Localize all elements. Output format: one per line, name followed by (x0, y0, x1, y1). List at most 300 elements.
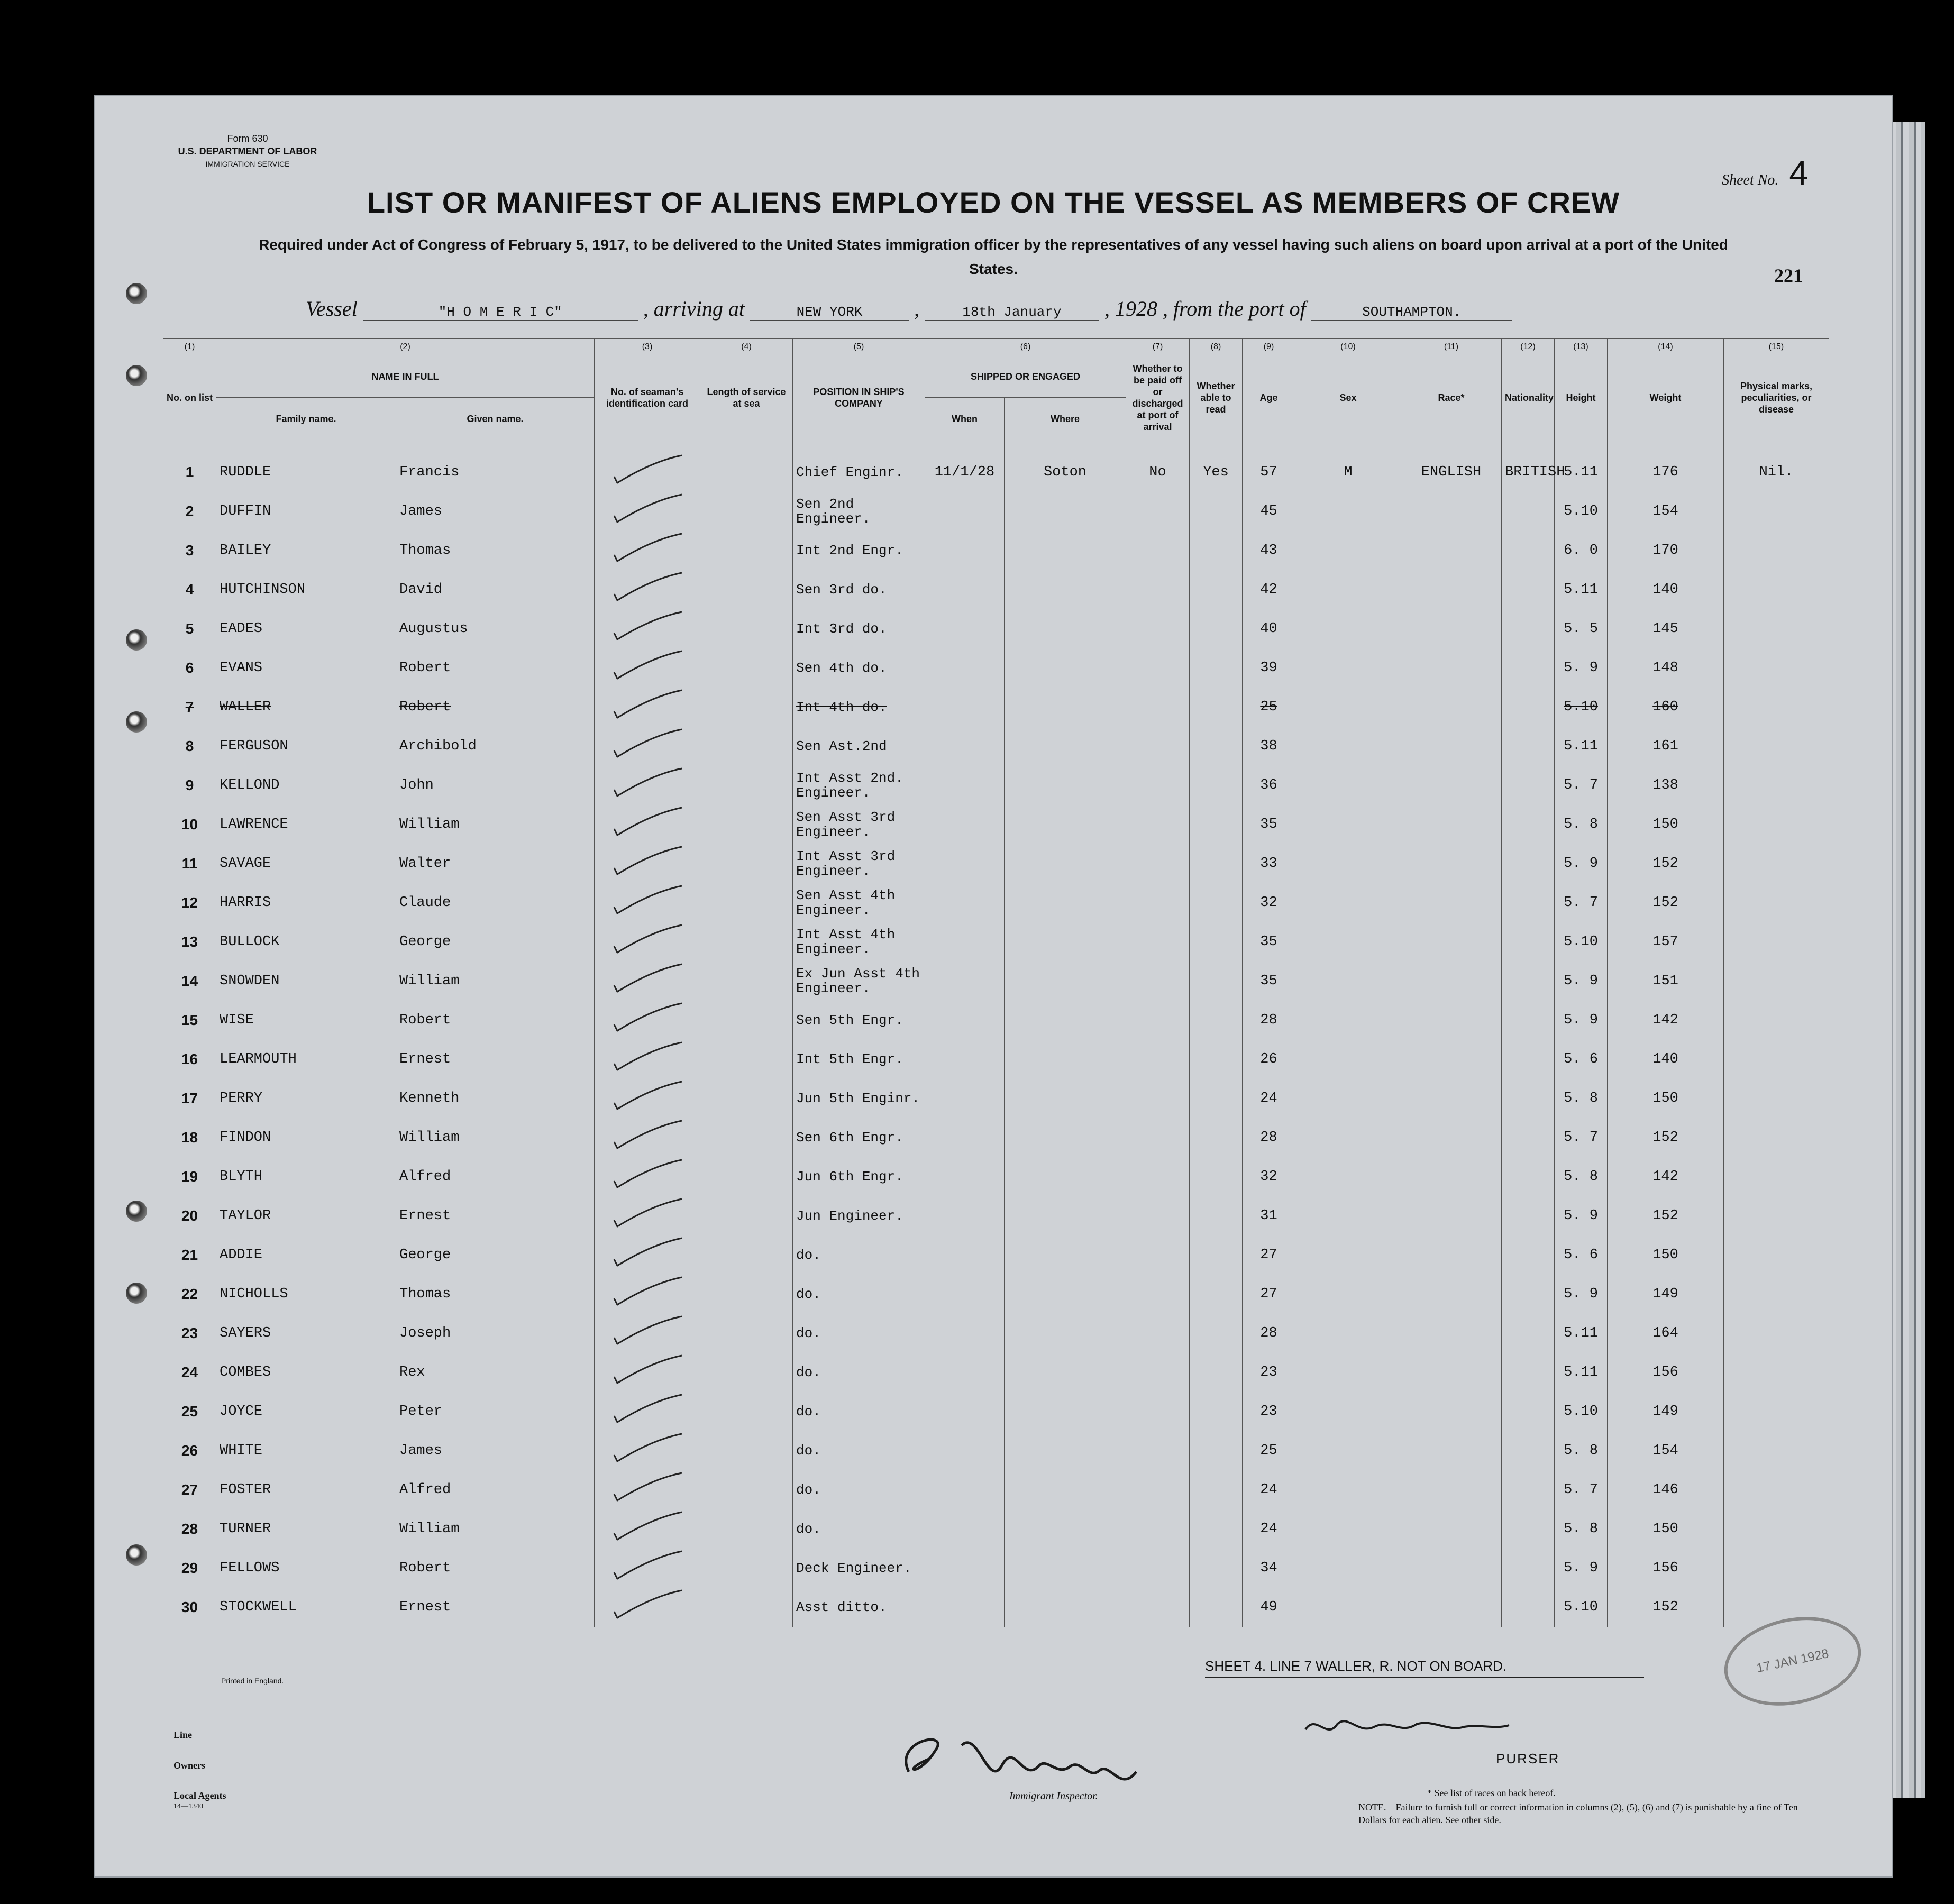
nationality (1502, 531, 1555, 570)
age: 26 (1243, 1040, 1295, 1079)
row-number: 6 (163, 648, 216, 688)
nationality (1502, 1235, 1555, 1275)
age: 24 (1243, 1470, 1295, 1509)
shipped-when: 11/1/28 (925, 440, 1005, 492)
shipped-where (1005, 1196, 1126, 1235)
table-row (163, 844, 1829, 883)
shipped-where (1005, 962, 1126, 1001)
height: 5.11 (1555, 1314, 1608, 1353)
race (1401, 883, 1502, 922)
row-number: 17 (163, 1079, 216, 1118)
length-of-service (700, 1549, 793, 1588)
position: do. (793, 1470, 925, 1509)
id-card-tick (595, 1001, 700, 1040)
col-num-9: (9) (1243, 339, 1295, 355)
age: 49 (1243, 1588, 1295, 1627)
id-card-tick (595, 688, 700, 727)
given-name: Joseph (396, 1314, 595, 1353)
physical-marks (1724, 766, 1829, 805)
shipped-when (925, 1470, 1005, 1509)
id-card-tick (595, 805, 700, 844)
check-mark-icon (608, 1275, 687, 1309)
able-to-read (1190, 805, 1243, 844)
family-name: BAILEY (216, 531, 396, 570)
header-row-1 (163, 355, 1829, 398)
weight: 138 (1608, 766, 1724, 805)
sex (1295, 1275, 1401, 1314)
id-card-tick (595, 883, 700, 922)
age: 33 (1243, 844, 1295, 883)
printed-note: Printed in England. (221, 1677, 284, 1685)
family-name: FELLOWS (216, 1549, 396, 1588)
paid-off (1126, 531, 1190, 570)
shipped-where: Soton (1005, 440, 1126, 492)
not-on-board-note: SHEET 4. LINE 7 WALLER, R. NOT ON BOARD. (1205, 1658, 1644, 1678)
able-to-read (1190, 1001, 1243, 1040)
shipped-where (1005, 1392, 1126, 1431)
row-number: 8 (163, 727, 216, 766)
length-of-service (700, 1431, 793, 1470)
row-number: 19 (163, 1157, 216, 1196)
table-row (163, 1392, 1829, 1431)
able-to-read (1190, 1040, 1243, 1079)
family-name: FERGUSON (216, 727, 396, 766)
given-name: Ernest (396, 1588, 595, 1627)
paid-off (1126, 805, 1190, 844)
nationality (1502, 962, 1555, 1001)
page-title: LIST OR MANIFEST OF ALIENS EMPLOYED ON THE VESSEL AS MEMBERS OF CREW (367, 186, 1620, 219)
race (1401, 1040, 1502, 1079)
check-mark-icon (608, 1353, 687, 1387)
height: 5. 9 (1555, 844, 1608, 883)
sex (1295, 1196, 1401, 1235)
col-num-12: (12) (1502, 339, 1555, 355)
id-card-tick (595, 1314, 700, 1353)
paid-off (1126, 766, 1190, 805)
race (1401, 688, 1502, 727)
age: 45 (1243, 492, 1295, 531)
id-card-tick (595, 570, 700, 609)
nationality (1502, 1509, 1555, 1549)
age: 36 (1243, 766, 1295, 805)
department-name: U.S. DEPARTMENT OF LABOR (178, 146, 317, 157)
shipped-when (925, 1235, 1005, 1275)
length-of-service (700, 1235, 793, 1275)
sex (1295, 1235, 1401, 1275)
able-to-read (1190, 531, 1243, 570)
id-card-tick (595, 531, 700, 570)
given-name: George (396, 1235, 595, 1275)
shipped-where (1005, 1431, 1126, 1470)
col-num-14: (14) (1608, 339, 1724, 355)
able-to-read (1190, 1118, 1243, 1157)
height: 5. 7 (1555, 1118, 1608, 1157)
race (1401, 1275, 1502, 1314)
physical-marks (1724, 648, 1829, 688)
table-row (163, 1118, 1829, 1157)
weight: 164 (1608, 1314, 1724, 1353)
able-to-read (1190, 766, 1243, 805)
weight: 149 (1608, 1392, 1724, 1431)
age: 28 (1243, 1314, 1295, 1353)
table-row (163, 1157, 1829, 1196)
length-of-service (700, 609, 793, 648)
shipped-when (925, 1196, 1005, 1235)
position: do. (793, 1235, 925, 1275)
weight: 142 (1608, 1157, 1724, 1196)
sex (1295, 531, 1401, 570)
family-name: WALLER (216, 688, 396, 727)
age: 24 (1243, 1509, 1295, 1549)
col-num-7: (7) (1126, 339, 1190, 355)
binder-hole (126, 711, 147, 733)
given-name: George (396, 922, 595, 962)
shipped-where (1005, 1235, 1126, 1275)
col-num-4: (4) (700, 339, 793, 355)
sex (1295, 1549, 1401, 1588)
nationality (1502, 688, 1555, 727)
id-card-tick (595, 922, 700, 962)
position: Jun Engineer. (793, 1196, 925, 1235)
sex (1295, 570, 1401, 609)
age: 40 (1243, 609, 1295, 648)
table-row (163, 727, 1829, 766)
id-card-tick (595, 648, 700, 688)
column-number-row (163, 339, 1829, 355)
row-number: 13 (163, 922, 216, 962)
agents-label: Local Agents (174, 1790, 226, 1801)
height: 5. 9 (1555, 1549, 1608, 1588)
position: Int Asst 2nd. Engineer. (793, 766, 925, 805)
binder-hole (126, 629, 147, 651)
row-number: 5 (163, 609, 216, 648)
row-number: 3 (163, 531, 216, 570)
position: Sen 2nd Engineer. (793, 492, 925, 531)
height: 5. 9 (1555, 1196, 1608, 1235)
given-name: William (396, 805, 595, 844)
nationality (1502, 1431, 1555, 1470)
paid-off (1126, 1549, 1190, 1588)
length-of-service (700, 1392, 793, 1431)
id-card-tick (595, 1157, 700, 1196)
inspector-signature (888, 1708, 1247, 1793)
table-row (163, 1431, 1829, 1470)
col-num-10: (10) (1295, 339, 1401, 355)
able-to-read (1190, 1275, 1243, 1314)
able-to-read (1190, 922, 1243, 962)
length-of-service (700, 1588, 793, 1627)
row-number: 21 (163, 1235, 216, 1275)
physical-marks (1724, 1549, 1829, 1588)
able-to-read (1190, 962, 1243, 1001)
position: Sen Asst 4th Engineer. (793, 883, 925, 922)
shipped-where (1005, 1470, 1126, 1509)
paid-off (1126, 1431, 1190, 1470)
nationality (1502, 727, 1555, 766)
header-position: POSITION IN SHIP'S COMPANY (793, 355, 925, 440)
family-name: BULLOCK (216, 922, 396, 962)
height: 5.11 (1555, 440, 1608, 492)
form-number: Form 630 (227, 133, 268, 144)
check-mark-icon (608, 492, 687, 526)
length-of-service (700, 922, 793, 962)
table-row (163, 1196, 1829, 1235)
id-card-tick (595, 1588, 700, 1627)
height: 5.10 (1555, 1588, 1608, 1627)
age: 31 (1243, 1196, 1295, 1235)
race-footnote: * See list of races on back hereof. (1427, 1788, 1556, 1798)
inspector-label: Immigrant Inspector. (1009, 1790, 1098, 1802)
table-row (163, 1549, 1829, 1588)
weight: 156 (1608, 1353, 1724, 1392)
binder-hole (126, 283, 147, 304)
age: 39 (1243, 648, 1295, 688)
nationality (1502, 1353, 1555, 1392)
shipped-where (1005, 570, 1126, 609)
check-mark-icon (608, 610, 687, 644)
family-name: FOSTER (216, 1470, 396, 1509)
physical-marks (1724, 1275, 1829, 1314)
weight: 157 (1608, 922, 1724, 962)
able-to-read (1190, 727, 1243, 766)
length-of-service (700, 1275, 793, 1314)
shipped-where (1005, 648, 1126, 688)
shipped-when (925, 805, 1005, 844)
shipped-where (1005, 1314, 1126, 1353)
check-mark-icon (608, 571, 687, 605)
sex (1295, 1431, 1401, 1470)
race (1401, 1235, 1502, 1275)
sex (1295, 1157, 1401, 1196)
weight: 150 (1608, 805, 1724, 844)
position: Int Asst 3rd Engineer. (793, 844, 925, 883)
header-race: Race* (1401, 355, 1502, 440)
family-name: FINDON (216, 1118, 396, 1157)
physical-marks (1724, 1157, 1829, 1196)
weight: 150 (1608, 1509, 1724, 1549)
paid-off (1126, 1314, 1190, 1353)
length-of-service (700, 962, 793, 1001)
height: 5.10 (1555, 1392, 1608, 1431)
binder-hole (126, 1544, 147, 1566)
shipped-when (925, 1549, 1005, 1588)
row-number: 2 (163, 492, 216, 531)
id-card-tick (595, 1275, 700, 1314)
check-mark-icon (608, 688, 687, 722)
physical-marks (1724, 1118, 1829, 1157)
line-label: Line (174, 1729, 193, 1740)
race (1401, 1392, 1502, 1431)
row-number: 29 (163, 1549, 216, 1588)
table-row (163, 1235, 1829, 1275)
form-code: 14—1340 (174, 1802, 203, 1810)
paid-off (1126, 1470, 1190, 1509)
row-number: 18 (163, 1118, 216, 1157)
header-length-service: Length of service at sea (700, 355, 793, 440)
check-mark-icon (608, 845, 687, 878)
manifest-page (94, 95, 1893, 1878)
family-name: STOCKWELL (216, 1588, 396, 1627)
height: 5.10 (1555, 492, 1608, 531)
nationality (1502, 1001, 1555, 1040)
able-to-read (1190, 1392, 1243, 1431)
table-row (163, 1588, 1829, 1627)
departure-port: SOUTHAMPTON. (1311, 304, 1512, 321)
crew-table-body (163, 440, 1829, 1627)
weight: 152 (1608, 1196, 1724, 1235)
paid-off (1126, 609, 1190, 648)
sex (1295, 922, 1401, 962)
crew-table (163, 338, 1829, 1627)
position: Sen Ast.2nd (793, 727, 925, 766)
table-row (163, 609, 1829, 648)
shipped-when (925, 1079, 1005, 1118)
physical-marks (1724, 1392, 1829, 1431)
race (1401, 609, 1502, 648)
shipped-when (925, 1157, 1005, 1196)
weight: 148 (1608, 648, 1724, 688)
nationality (1502, 1549, 1555, 1588)
check-mark-icon (608, 1588, 687, 1622)
id-card-tick (595, 1235, 700, 1275)
weight: 140 (1608, 570, 1724, 609)
physical-marks (1724, 1431, 1829, 1470)
table-row (163, 648, 1829, 688)
physical-marks (1724, 805, 1829, 844)
able-to-read (1190, 1079, 1243, 1118)
given-name: William (396, 962, 595, 1001)
header-when: When (925, 398, 1005, 440)
paid-off (1126, 1157, 1190, 1196)
id-card-tick (595, 766, 700, 805)
shipped-when (925, 609, 1005, 648)
row-number: 7 (163, 688, 216, 727)
length-of-service (700, 1079, 793, 1118)
id-card-tick (595, 1353, 700, 1392)
position: Deck Engineer. (793, 1549, 925, 1588)
sex (1295, 1353, 1401, 1392)
length-of-service (700, 1509, 793, 1549)
length-of-service (700, 531, 793, 570)
race (1401, 1549, 1502, 1588)
shipped-when (925, 883, 1005, 922)
table-row (163, 922, 1829, 962)
able-to-read (1190, 492, 1243, 531)
sex (1295, 1509, 1401, 1549)
position: Sen 6th Engr. (793, 1118, 925, 1157)
race (1401, 492, 1502, 531)
given-name: William (396, 1118, 595, 1157)
able-to-read (1190, 609, 1243, 648)
family-name: EADES (216, 609, 396, 648)
able-to-read (1190, 1470, 1243, 1509)
sheet-label: Sheet No. (1722, 172, 1779, 188)
vessel-label: Vessel (306, 297, 358, 321)
given-name: Thomas (396, 531, 595, 570)
check-mark-icon (608, 1079, 687, 1113)
paid-off (1126, 1235, 1190, 1275)
page-number: 221 (1774, 265, 1803, 286)
height: 5. 9 (1555, 648, 1608, 688)
length-of-service (700, 1001, 793, 1040)
nationality (1502, 883, 1555, 922)
age: 24 (1243, 1079, 1295, 1118)
table-row (163, 688, 1829, 727)
age: 34 (1243, 1549, 1295, 1588)
shipped-where (1005, 492, 1126, 531)
given-name: Robert (396, 688, 595, 727)
shipped-where (1005, 531, 1126, 570)
nationality (1502, 844, 1555, 883)
nationality (1502, 609, 1555, 648)
row-number: 9 (163, 766, 216, 805)
position: Asst ditto. (793, 1588, 925, 1627)
header-physical-marks: Physical marks, peculiarities, or disease (1724, 355, 1829, 440)
header-nationality: Nationality (1502, 355, 1555, 440)
length-of-service (700, 1196, 793, 1235)
height: 5.10 (1555, 688, 1608, 727)
given-name: James (396, 492, 595, 531)
shipped-where (1005, 1275, 1126, 1314)
shipped-when (925, 1431, 1005, 1470)
paid-off (1126, 1392, 1190, 1431)
table-row (163, 805, 1829, 844)
shipped-where (1005, 1588, 1126, 1627)
height: 6. 0 (1555, 531, 1608, 570)
height: 5. 7 (1555, 1470, 1608, 1509)
weight: 161 (1608, 727, 1724, 766)
height: 5. 7 (1555, 883, 1608, 922)
family-name: LAWRENCE (216, 805, 396, 844)
shipped-where (1005, 1509, 1126, 1549)
race (1401, 1431, 1502, 1470)
table-row (163, 1353, 1829, 1392)
paid-off (1126, 648, 1190, 688)
table-row (163, 766, 1829, 805)
sex (1295, 1118, 1401, 1157)
row-number: 1 (163, 440, 216, 492)
weight: 151 (1608, 962, 1724, 1001)
service-name: IMMIGRATION SERVICE (205, 160, 290, 168)
given-name: Archibold (396, 727, 595, 766)
sheet-value: 4 (1789, 154, 1808, 192)
check-mark-icon (608, 1549, 687, 1583)
table-row (163, 1509, 1829, 1549)
nationality (1502, 922, 1555, 962)
col-num-3: (3) (595, 339, 700, 355)
race (1401, 1118, 1502, 1157)
table-row (163, 962, 1829, 1001)
nationality (1502, 805, 1555, 844)
binder-hole (126, 1283, 147, 1304)
header-family-name: Family name. (216, 398, 396, 440)
purser-label: PURSER (1496, 1751, 1560, 1766)
shipped-when (925, 962, 1005, 1001)
paid-off (1126, 492, 1190, 531)
able-to-read (1190, 1157, 1243, 1196)
physical-marks (1724, 962, 1829, 1001)
weight: 140 (1608, 1040, 1724, 1079)
nationality (1502, 1314, 1555, 1353)
given-name: Walter (396, 844, 595, 883)
vessel-name: "H O M E R I C" (363, 304, 638, 321)
check-mark-icon (608, 727, 687, 761)
height: 5. 6 (1555, 1040, 1608, 1079)
page-subtitle: Required under Act of Congress of February 5, 1917, to be delivered to the United States immigration officer by the representatives of any vessel having such aliens on board upon arrival at a port of the United States. (259, 236, 1728, 277)
height: 5. 8 (1555, 1509, 1608, 1549)
check-mark-icon (608, 532, 687, 565)
row-number: 16 (163, 1040, 216, 1079)
